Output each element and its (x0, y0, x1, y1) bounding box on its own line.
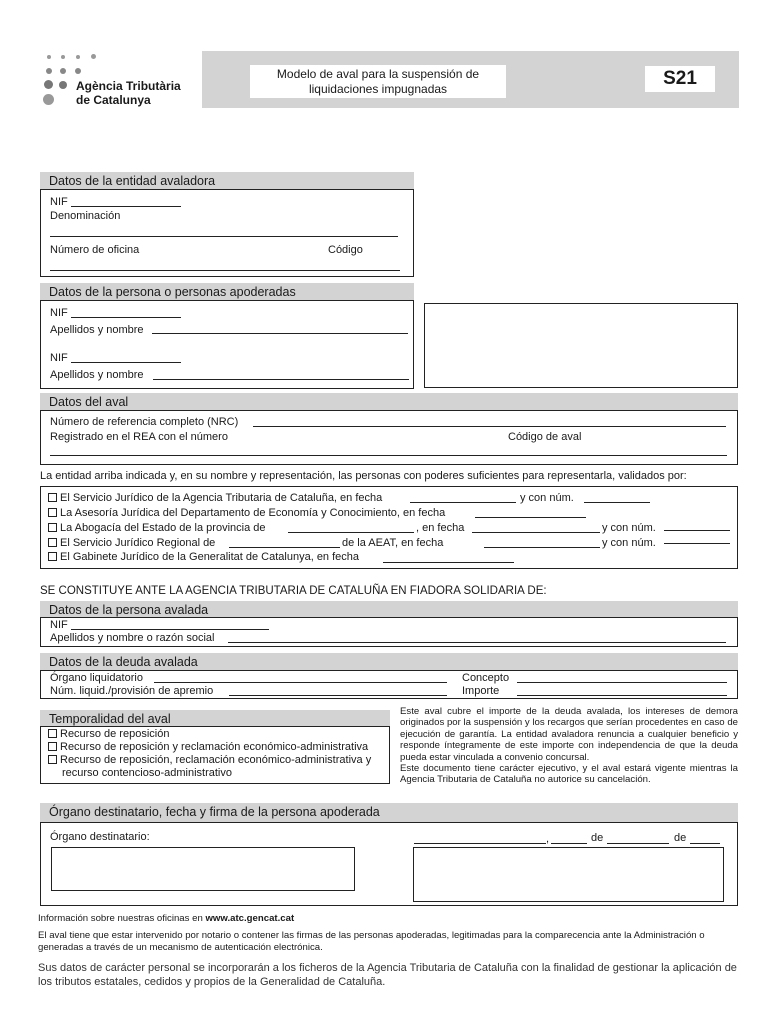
validacion-opt2[interactable] (48, 507, 445, 519)
entidad-denominacion-field[interactable] (50, 236, 398, 237)
deuda-organo-field[interactable] (154, 682, 447, 683)
validacion-opt5-checkbox[interactable] (48, 552, 57, 561)
validacion-opt3-num-label: y con núm. (602, 522, 656, 534)
temporalidad-opt2-checkbox[interactable] (48, 742, 57, 751)
validacion-opt4-label: El Servicio Jurídico Regional de (60, 537, 216, 549)
footer-notario: El aval tiene que estar intervenido por notario o contener las firmas de las personas apoderadas, legitimadas para la comparecencia ante la Administración o generadas a través de un mecanismo de autenticación electrónica. (38, 930, 705, 953)
firma-mes-field[interactable] (607, 843, 669, 844)
apoderada2-nombre-field[interactable] (153, 379, 409, 380)
validacion-opt4-region-field[interactable] (229, 547, 340, 548)
aval-conditions-p1: Este aval cubre el importe de la deuda avalada, los intereses de demora originados por la suspensión y los recargos que serían procedentes en caso de ejecución de garantía. La entidad avaladora renuncia a cualquier beneficio y responde íntegramente de este importe con independencia de que la deuda pueda estar vinculada a convenio concursal. (400, 706, 738, 763)
deuda-num-field[interactable] (229, 695, 447, 696)
avalada-section-header: Datos de la persona avalada (40, 601, 738, 619)
aval-section-header: Datos del aval (40, 393, 738, 411)
aval-nrc-label: Número de referencia completo (NRC) (50, 416, 239, 428)
validacion-opt5-label: El Gabinete Jurídico de la Generalitat de Catalunya, en fecha (60, 551, 360, 563)
firma-organo-label: Órgano destinatario: (50, 831, 150, 843)
aval-codigo-label: Código de aval (508, 431, 582, 443)
firma-dia-field[interactable] (551, 843, 587, 844)
validacion-opt4-fecha-label: de la AEAT, en fecha (342, 537, 444, 549)
footer-info-link[interactable]: www.atc.gencat.cat (205, 913, 295, 924)
form-title: Modelo de aval para la suspensión de liquidaciones impugnadas (250, 65, 506, 98)
validacion-opt3-checkbox[interactable] (48, 523, 57, 532)
validacion-opt4-num-field[interactable] (664, 543, 730, 544)
aval-rea-label: Registrado en el REA con el número (50, 431, 228, 443)
temporalidad-opt1-label: Recurso de reposición (60, 728, 170, 740)
avalada-nif-label: NIF (50, 619, 68, 631)
apoderada2-nif-field[interactable] (71, 362, 181, 363)
validacion-opt5-fecha-field[interactable] (383, 562, 514, 563)
apoderada2-nif-label: NIF (50, 352, 68, 364)
deuda-organo-label: Órgano liquidatorio (50, 672, 143, 684)
agency-name (76, 79, 181, 107)
validacion-opt1-num-label: y con núm. (520, 492, 574, 504)
validacion-opt3-fecha-field[interactable] (472, 532, 600, 533)
firma-de2-label: de (674, 832, 687, 844)
apoderada1-nombre-label: Apellidos y nombre (50, 324, 144, 336)
validacion-opt2-label: La Asesoría Jurídica del Departamento de Economía y Conocimiento, en fecha (60, 507, 446, 519)
form-code: S21 (645, 66, 715, 92)
entidad-nif-label: NIF (50, 196, 68, 208)
validacion-opt3-fecha-label: , en fecha (416, 522, 465, 534)
apoderada1-nif-label: NIF (50, 307, 68, 319)
temporalidad-opt3[interactable] (48, 754, 371, 766)
agency-name-line2: de Catalunya (76, 93, 151, 107)
footer-info (38, 913, 294, 924)
entidad-oficina-label: Número de oficina (50, 244, 140, 256)
validacion-opt1-checkbox[interactable] (48, 493, 57, 502)
apoderada2-nombre-label: Apellidos y nombre (50, 369, 144, 381)
temporalidad-opt1[interactable] (48, 728, 169, 740)
validacion-opt2-checkbox[interactable] (48, 508, 57, 517)
validacion-opt3-label: La Abogacía del Estado de la provincia de (60, 522, 266, 534)
firma-signature-box[interactable] (413, 847, 724, 902)
entidad-denominacion-label: Denominación (50, 210, 121, 222)
apoderada1-nombre-field[interactable] (152, 333, 408, 334)
validacion-opt4-num-label: y con núm. (602, 537, 656, 549)
apoderada1-nif-field[interactable] (71, 317, 181, 318)
firma-organo-field[interactable] (51, 847, 355, 891)
deuda-importe-label: Importe (462, 685, 500, 697)
entidad-section-header: Datos de la entidad avaladora (40, 172, 414, 190)
constituye-statement: SE CONSTITUYE ANTE LA AGENCIA TRIBUTARIA DE CATALUÑA EN FIADORA SOLIDARIA DE: (40, 585, 547, 597)
aval-nrc-field[interactable] (253, 426, 726, 427)
temporalidad-opt1-checkbox[interactable] (48, 729, 57, 738)
validacion-opt4[interactable] (48, 537, 215, 549)
entidad-box (40, 189, 414, 277)
validacion-opt1-label: El Servicio Jurídico de la Agencia Tributaria de Cataluña, en fecha (60, 492, 383, 504)
deuda-importe-field[interactable] (517, 695, 727, 696)
validacion-opt5[interactable] (48, 551, 359, 563)
validacion-opt4-fecha-field[interactable] (484, 547, 600, 548)
temporalidad-opt2-label: Recurso de reposición y reclamación económico-administrativa (60, 741, 369, 753)
temporalidad-opt3-label-cont: recurso contencioso-administrativo (62, 767, 232, 779)
temporalidad-opt3-label: Recurso de reposición, reclamación económico-administrativa y (60, 754, 372, 766)
avalada-nombre-field[interactable] (228, 642, 726, 643)
temporalidad-section-header: Temporalidad del aval (40, 710, 390, 728)
avalada-nombre-label: Apellidos y nombre o razón social (50, 632, 215, 644)
entidad-nif-field[interactable] (71, 206, 181, 207)
apoderadas-section-header: Datos de la persona o personas apoderadas (40, 283, 414, 301)
validacion-opt3-num-field[interactable] (664, 530, 730, 531)
validacion-opt2-fecha-field[interactable] (475, 517, 586, 518)
validacion-intro: La entidad arriba indicada y, en su nombre y representación, las personas con poderes suficientes para representarla, validados por: (40, 470, 687, 482)
firma-lugar-field[interactable] (414, 843, 546, 844)
validacion-opt4-checkbox[interactable] (48, 538, 57, 547)
validacion-opt1-num-field[interactable] (584, 502, 650, 503)
firma-section-header: Órgano destinatario, fecha y firma de la persona apoderada (40, 803, 738, 822)
firma-comma: , (546, 833, 550, 845)
entidad-codigo-label: Código (328, 244, 363, 256)
deuda-section-header: Datos de la deuda avalada (40, 653, 738, 671)
deuda-concepto-label: Concepto (462, 672, 510, 684)
temporalidad-opt2[interactable] (48, 741, 368, 753)
validacion-opt3-provincia-field[interactable] (288, 532, 414, 533)
validacion-opt1-fecha-field[interactable] (410, 502, 516, 503)
footer-info-text: Información sobre nuestras oficinas en (38, 913, 206, 924)
agency-name-line1: Agència Tributària (76, 79, 181, 93)
footer-datos: Sus datos de carácter personal se incorporarán a los ficheros de la Agencia Tributaria de Cataluña con la finalidad de gestionar la aplicación de los tributos estatales, cedidos y propios de la Generalidad de Cataluña. (38, 962, 737, 988)
temporalidad-opt3-checkbox[interactable] (48, 755, 57, 764)
avalada-nif-field[interactable] (71, 629, 269, 630)
validacion-opt3[interactable] (48, 522, 265, 534)
deuda-num-label: Núm. liquid./provisión de apremio (50, 685, 214, 697)
apoderadas-signature-box[interactable] (424, 303, 738, 388)
aval-rea-field[interactable] (50, 455, 727, 456)
entidad-oficina-field[interactable] (50, 270, 400, 271)
deuda-concepto-field[interactable] (517, 682, 727, 683)
aval-conditions (400, 706, 738, 786)
firma-de1-label: de (591, 832, 604, 844)
aval-conditions-p2: Este documento tiene carácter ejecutivo, y el aval estará vigente mientras la Agencia Tributaria de Cataluña no autorice su cancelación. (400, 763, 738, 786)
firma-ano-field[interactable] (690, 843, 720, 844)
validacion-opt1[interactable] (48, 492, 382, 504)
